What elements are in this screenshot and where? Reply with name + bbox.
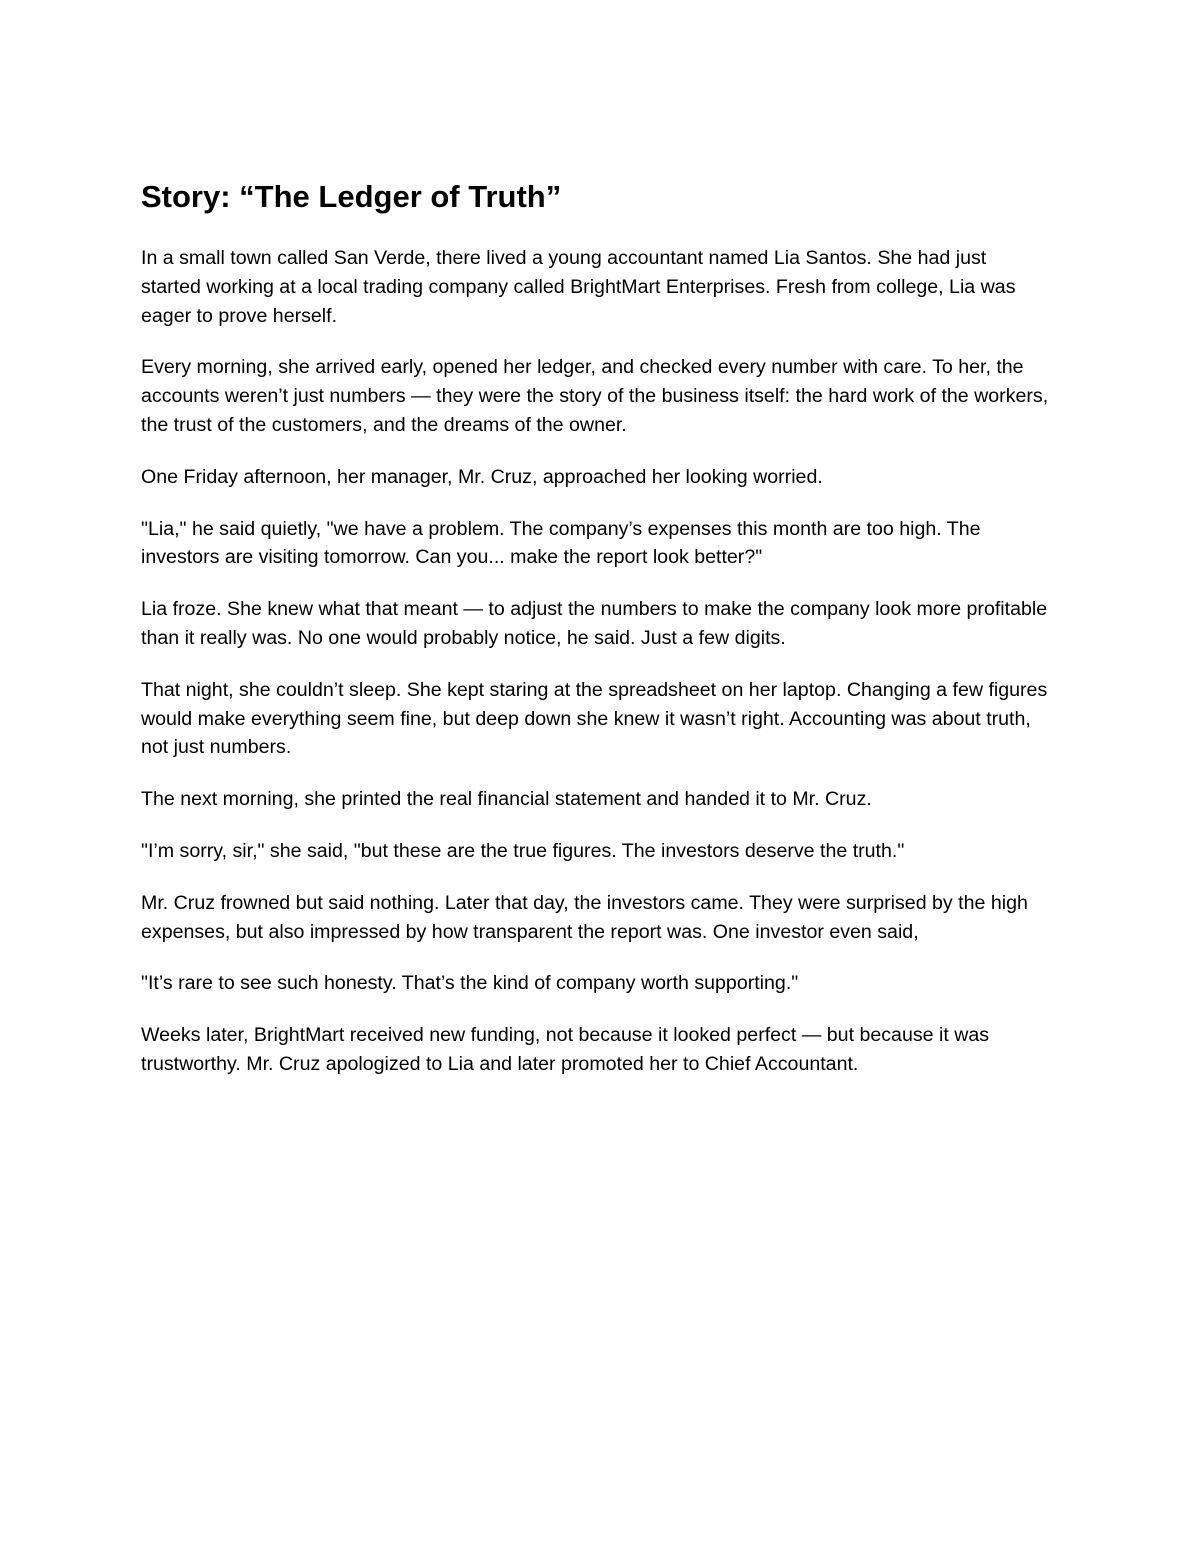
paragraph-1: In a small town called San Verde, there lived a young accountant named Lia Santos. She had just started working at a local trading company called BrightMart Enterprises. Fresh from college, Lia was eager to prove herself. bbox=[141, 247, 1016, 327]
paragraph-2: Every morning, she arrived early, opened her ledger, and checked every number with care. To her, the accounts weren’t just numbers — they were the story of the business itself: the hard work of the workers, the trust of the customers, and the dreams of the owner. bbox=[141, 356, 1049, 436]
paragraph-8: "I’m sorry, sir," she said, "but these are the true figures. The investors deserve the truth." bbox=[141, 839, 905, 862]
document-body bbox=[141, 178, 1051, 1079]
paragraph-9: Mr. Cruz frowned but said nothing. Later that day, the investors came. They were surprised by the high expenses, but also impressed by how transparent the report was. One investor even said, bbox=[141, 891, 1028, 943]
paragraph-6: That night, she couldn’t sleep. She kept staring at the spreadsheet on her laptop. Changing a few figures would make everything seem fine, but deep down she knew it wasn’t right. Accounting was about truth, not just numbers. bbox=[141, 678, 1048, 759]
paragraph-10: "It’s rare to see such honesty. That’s the kind of company worth supporting." bbox=[141, 972, 799, 995]
paragraph-7: The next morning, she printed the real financial statement and handed it to Mr. Cruz. bbox=[141, 788, 872, 811]
paragraph-4: "Lia," he said quietly, "we have a problem. The company’s expenses this month are too high. The investors are visiting tomorrow. Can you... make the report look better?" bbox=[141, 517, 981, 569]
paragraph-5: Lia froze. She knew what that meant — to adjust the numbers to make the company look more profitable than it really was. No one would probably notice, he said. Just a few digits. bbox=[141, 598, 1048, 649]
document-title: Story: “The Ledger of Truth” bbox=[141, 179, 562, 214]
paragraph-11: Weeks later, BrightMart received new funding, not because it looked perfect — but because it was trustworthy. Mr. Cruz apologized to Lia and later promoted her to Chief Accountant. bbox=[141, 1024, 990, 1075]
paragraph-3: One Friday afternoon, her manager, Mr. Cruz, approached her looking worried. bbox=[141, 465, 823, 488]
